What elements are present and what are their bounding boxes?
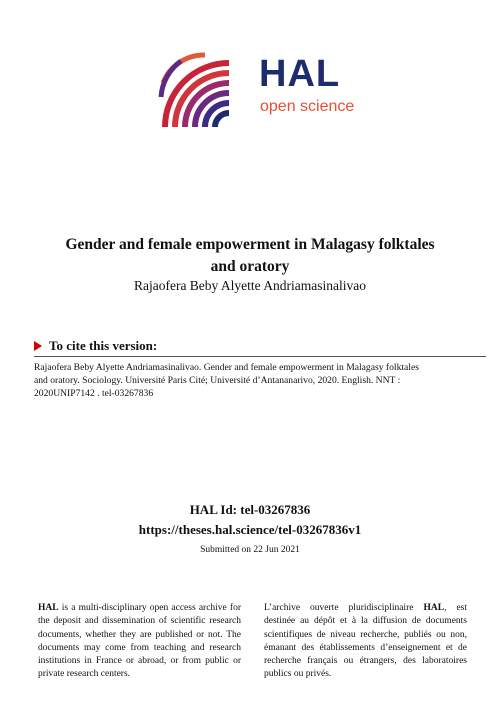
citation-line-1: Rajaofera Beby Alyette Andriamasinalivao. Gender and female empowerment in Malagasy folktales (34, 362, 419, 373)
citation-line-2: and oratory. Sociology. Université Paris Cité; Université d’Antananarivo, 2020. English. NNT : (34, 375, 401, 386)
submission-date: Submitted on 22 Jun 2021 (200, 545, 300, 555)
title-line-1: Gender and female empowerment in Malagasy folktales (65, 236, 435, 253)
hal-wordmark: HAL (259, 53, 341, 95)
hal-logo-mark-icon (155, 47, 255, 137)
citation-line-3: 2020UNIP7142 . tel-03267836 (34, 388, 154, 399)
french-description-text-end: , est destinée au dépôt et à la diffusion de documents scientifiques de niveau recherche, publiés ou non, émanant des établissements d’enseignement et de recherche français ou étrangers, des laboratoires publics ou privés. (264, 603, 467, 680)
hal-tagline: open science (260, 98, 355, 115)
cite-heading-label: To cite this version: (49, 338, 158, 353)
hal-logo (155, 47, 385, 137)
english-description-text: is a multi-disciplinary open access archive for the deposit and dissemination of scientific research documents, whether they are published or not. The documents may come from teaching and research institutions in France or abroad, or from public or private research centers. (38, 603, 241, 680)
english-description (38, 602, 241, 682)
hal-id: HAL Id: tel-03267836 (189, 502, 311, 517)
document-author: Rajaofera Beby Alyette Andriamasinalivao (133, 278, 367, 293)
hal-url-link[interactable]: https://theses.hal.science/tel-03267836v1 (138, 522, 362, 537)
cite-divider (34, 356, 486, 357)
triangle-right-icon (34, 341, 42, 351)
hal-bold-label-fr: HAL (423, 603, 445, 613)
french-description (264, 602, 467, 682)
citation-text (34, 361, 486, 400)
document-title (30, 234, 470, 278)
hal-bold-label: HAL (38, 603, 59, 613)
french-description-text-start: L’archive ouverte pluridisciplinaire (264, 603, 424, 613)
cite-heading (34, 338, 157, 354)
title-line-2: and oratory (210, 258, 290, 275)
